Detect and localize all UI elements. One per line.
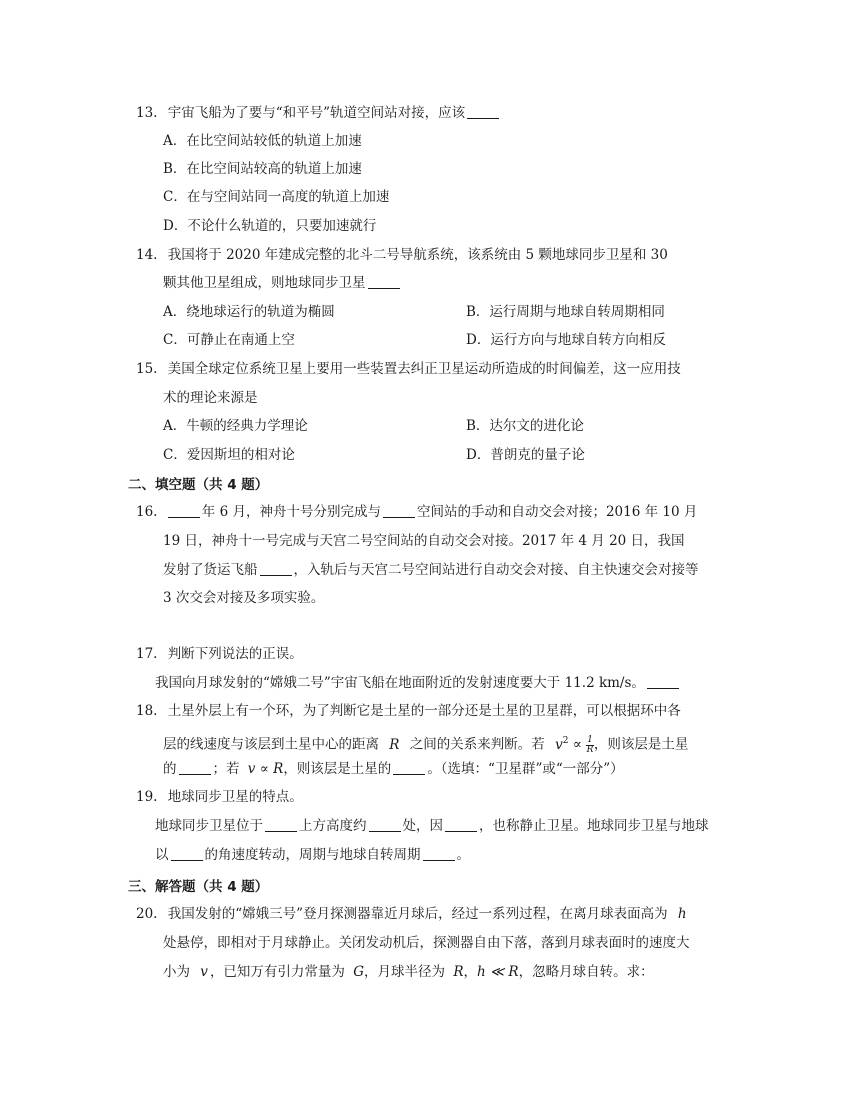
question-text: 年 6 月，神舟十号分别完成与: [201, 504, 381, 520]
option-d: D．普朗克的量子论: [466, 447, 585, 463]
fraction-numerator: 1: [587, 734, 593, 745]
question-19-line3: [155, 841, 470, 869]
answer-blank[interactable]: [423, 846, 455, 861]
fraction-one-over-r: [586, 736, 594, 755]
question-text: 美国全球定位系统卫星上要用一些装置去纠正卫星运动所造成的时间偏差，这一应用技: [167, 361, 681, 377]
variable-g: G: [353, 964, 365, 980]
option-a: A．绕地球运行的轨道为椭圆: [163, 304, 335, 320]
question-number: 16.: [136, 504, 158, 520]
question-14-line2: [163, 269, 402, 297]
option-d: D．不论什么轨道的，只要加速就行: [163, 218, 377, 234]
option-b: B．达尔文的进化论: [466, 418, 584, 434]
question-number: 14.: [136, 247, 158, 263]
question-text: ，也称静止卫星。地球同步卫星与地球: [479, 818, 709, 834]
option-b: B．运行周期与地球自转周期相同: [466, 304, 665, 320]
answer-blank[interactable]: [171, 846, 203, 861]
math-expression: v ∝ R: [247, 761, 284, 777]
question-text: ，忽略月球自转。求：: [518, 964, 654, 980]
question-number: 19.: [136, 789, 158, 805]
question-text: 判断下列说法的正误。: [167, 646, 303, 662]
question-text: ，已知万有引力常量为: [209, 964, 345, 980]
question-text: 的: [163, 761, 177, 777]
question-16-line3: [163, 556, 699, 584]
proportional-symbol: ∝: [572, 736, 582, 753]
option-a: A．牛顿的经典力学理论: [163, 418, 308, 434]
question-text: 术的理论来源是: [163, 390, 258, 406]
exponent: 2: [562, 736, 569, 746]
question-text: ，月球半径为: [364, 964, 446, 980]
question-number: 13.: [136, 105, 158, 121]
question-number: 15.: [136, 361, 158, 377]
question-20: [136, 900, 687, 928]
question-text: 处，因: [402, 818, 443, 834]
question-number: 18.: [136, 703, 158, 719]
question-text: 处悬停，即相对于月球静止。关闭发动机后，探测器自由下落，落到月球表面时的速度大: [163, 935, 690, 951]
answer-blank[interactable]: [393, 760, 425, 775]
question-text: 空间站的手动和自动交会对接；2016 年 10 月: [416, 504, 698, 520]
answer-blank[interactable]: [647, 674, 679, 689]
question-text: 之间的关系来判断。若: [409, 736, 545, 753]
answer-blank[interactable]: [179, 760, 211, 775]
question-text: 发射了货运飞船: [163, 562, 258, 578]
question-19: [136, 783, 303, 811]
question-text: 。: [456, 847, 470, 863]
answer-blank[interactable]: [369, 817, 401, 832]
answer-blank[interactable]: [383, 503, 415, 518]
variable-h: h: [677, 906, 687, 922]
question-text: 19 日，神舟十一号完成与天宫二号空间站的自动交会对接。2017 年 4 月 20 日，我国: [163, 533, 685, 549]
variable-r: R: [453, 964, 464, 980]
question-20-line3: [163, 958, 654, 986]
fraction-denominator: R: [586, 744, 594, 755]
question-text: 土星外层上有一个环，为了判断它是土星的一部分还是土星的卫星群，可以根据环中各: [167, 703, 681, 719]
question-text: 3 次交会对接及多项实验。: [163, 590, 325, 606]
option-c: C．可静止在南通上空: [163, 332, 295, 348]
question-15: [136, 355, 681, 383]
question-text: 宇宙飞船为了要与“和平号”轨道空间站对接，应该: [167, 105, 466, 121]
question-text: ，: [463, 964, 477, 980]
question-18-line2: [163, 727, 688, 759]
question-19-line2: [155, 812, 709, 840]
question-text: 我国发射的“嫦娥三号”登月探测器靠近月球后，经过一系列过程，在离月球表面高为: [167, 906, 668, 922]
question-text: 我国将于 2020 年建成完整的北斗二号导航系统，该系统由 5 颗地球同步卫星和 30: [167, 247, 668, 263]
option-d: D．运行方向与地球自转方向相反: [466, 332, 666, 348]
question-text: 我国向月球发射的“嫦娥二号”宇宙飞船在地面附近的发射速度要大于 11.2 km/s。: [155, 675, 645, 691]
section-heading-solutions: 三、解答题（共 4 题）: [128, 879, 269, 895]
answer-blank[interactable]: [467, 104, 499, 119]
section-heading-fill-in: 二、填空题（共 4 题）: [128, 477, 269, 493]
question-17: [136, 640, 303, 668]
question-number: 17.: [136, 646, 158, 662]
question-18: [136, 697, 681, 725]
question-text: 上方高度约: [299, 818, 367, 834]
question-18-line3: [163, 755, 624, 783]
question-text: 以: [155, 847, 169, 863]
question-text: 小为: [163, 964, 190, 980]
option-c: C．在与空间站同一高度的轨道上加速: [163, 189, 390, 205]
question-text: 的角速度转动，周期与地球自转周期: [204, 847, 421, 863]
question-17-line2: [155, 669, 681, 697]
variable-r: R: [389, 736, 400, 753]
answer-blank[interactable]: [368, 274, 400, 289]
variable-v: v: [200, 964, 208, 980]
answer-blank[interactable]: [260, 561, 292, 576]
question-text: ，则该层是土星: [593, 736, 689, 753]
question-text: 颗其他卫星组成，则地球同步卫星: [163, 275, 366, 291]
question-text: ；若: [212, 761, 240, 777]
question-text: ，则该层是土星的: [283, 761, 392, 777]
option-a: A．在比空间站较低的轨道上加速: [163, 133, 362, 149]
question-number: 20.: [136, 906, 158, 922]
question-text: ，入轨后与天宫二号空间站进行自动交会对接、自主快速交会对接等: [293, 562, 699, 578]
question-text: 地球同步卫星位于: [155, 818, 263, 834]
answer-blank[interactable]: [445, 817, 477, 832]
question-text: 地球同步卫星的特点。: [167, 789, 303, 805]
question-13: [136, 99, 501, 127]
question-text: 层的线速度与该层到土星中心的距离: [163, 736, 379, 753]
variable-v: v: [555, 736, 563, 753]
option-c: C．爱因斯坦的相对论: [163, 447, 295, 463]
answer-blank[interactable]: [168, 503, 200, 518]
question-16: [136, 498, 697, 526]
math-expression: h ≪ R: [477, 964, 519, 980]
question-14: [136, 241, 668, 269]
answer-blank[interactable]: [265, 817, 297, 832]
option-b: B．在比空间站较高的轨道上加速: [163, 161, 362, 177]
question-text: 。（选填：“卫星群”或“一部分”）: [427, 761, 624, 777]
